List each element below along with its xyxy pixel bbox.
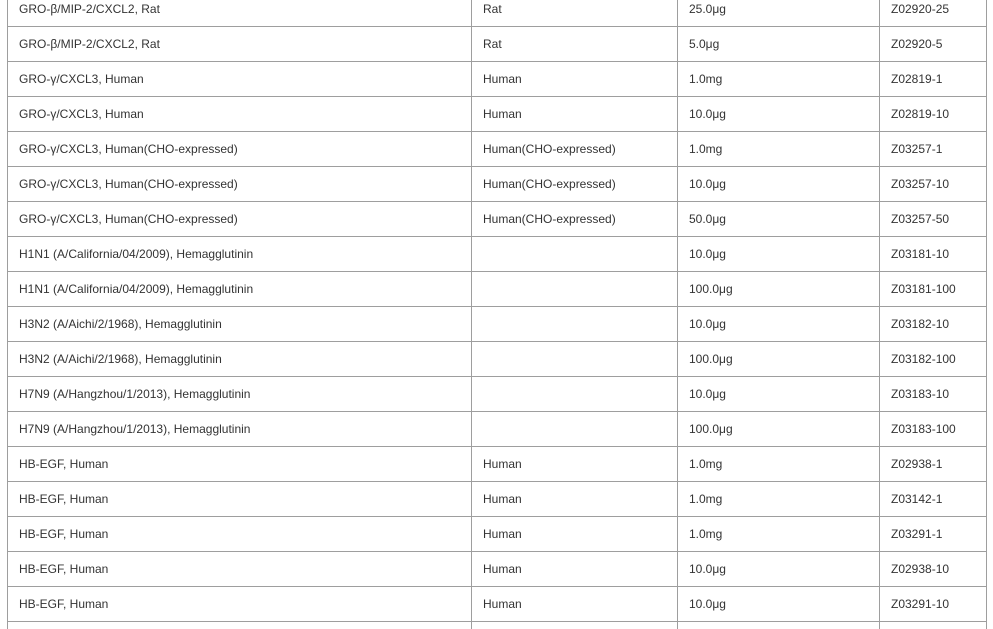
product-name-cell: GRO-γ/CXCL3, Human: [8, 97, 472, 132]
table-row: [8, 0, 987, 27]
catalog-number-cell: Z03291-1: [880, 517, 987, 552]
product-name-cell: GRO-β/MIP-2/CXCL2, Rat: [8, 27, 472, 62]
size-cell: 1.0mg: [678, 482, 880, 517]
size-cell: 10.0μg: [678, 377, 880, 412]
table-row: [8, 517, 987, 552]
product-name-cell: H1N1 (A/California/04/2009), Hemagglutinin: [8, 237, 472, 272]
table-row: [8, 272, 987, 307]
size-cell: 10.0μg: [678, 97, 880, 132]
size-cell: 1.0mg: [678, 62, 880, 97]
table-row: [8, 132, 987, 167]
table-row: [8, 97, 987, 132]
species-cell: [472, 307, 678, 342]
catalog-number-cell: Z02819-10: [880, 97, 987, 132]
catalog-number-cell: Z03182-100: [880, 342, 987, 377]
product-table-body: [8, 0, 987, 629]
catalog-number-cell: [880, 622, 987, 629]
size-cell: [678, 622, 880, 629]
product-name-cell: GRO-γ/CXCL3, Human(CHO-expressed): [8, 167, 472, 202]
product-name-cell: HB-EGF, Human: [8, 552, 472, 587]
species-cell: Human: [472, 97, 678, 132]
product-name-cell: HB-EGF, Human: [8, 517, 472, 552]
product-name-cell: HB-EGF, Human: [8, 587, 472, 622]
species-cell: [472, 272, 678, 307]
table-row: [8, 377, 987, 412]
product-name-cell: GRO-γ/CXCL3, Human: [8, 62, 472, 97]
species-cell: Human: [472, 552, 678, 587]
species-cell: Human: [472, 482, 678, 517]
catalog-number-cell: Z03257-50: [880, 202, 987, 237]
species-cell: Human: [472, 587, 678, 622]
catalog-number-cell: Z03291-10: [880, 587, 987, 622]
catalog-number-cell: Z02920-5: [880, 27, 987, 62]
product-name-cell: HB-EGF, Human: [8, 447, 472, 482]
size-cell: 50.0μg: [678, 202, 880, 237]
species-cell: Rat: [472, 27, 678, 62]
species-cell: Human(CHO-expressed): [472, 132, 678, 167]
size-cell: 100.0μg: [678, 342, 880, 377]
product-name-cell: GRO-β/MIP-2/CXCL2, Rat: [8, 0, 472, 27]
product-table: [7, 0, 987, 629]
table-row: [8, 202, 987, 237]
product-name-cell: H1N1 (A/California/04/2009), Hemagglutinin: [8, 272, 472, 307]
species-cell: [472, 377, 678, 412]
size-cell: 100.0μg: [678, 412, 880, 447]
size-cell: 10.0μg: [678, 307, 880, 342]
species-cell: [472, 342, 678, 377]
species-cell: Human(CHO-expressed): [472, 167, 678, 202]
size-cell: 10.0μg: [678, 167, 880, 202]
table-row: [8, 587, 987, 622]
table-row: [8, 62, 987, 97]
product-name-cell: HB-EGF, Human: [8, 482, 472, 517]
product-name-cell: H7N9 (A/Hangzhou/1/2013), Hemagglutinin: [8, 412, 472, 447]
table-row: [8, 447, 987, 482]
product-name-cell: [8, 622, 472, 629]
table-row: [8, 167, 987, 202]
table-row: [8, 552, 987, 587]
size-cell: 100.0μg: [678, 272, 880, 307]
catalog-number-cell: Z02938-1: [880, 447, 987, 482]
size-cell: 10.0μg: [678, 552, 880, 587]
product-name-cell: GRO-γ/CXCL3, Human(CHO-expressed): [8, 202, 472, 237]
species-cell: Human(CHO-expressed): [472, 202, 678, 237]
product-name-cell: H3N2 (A/Aichi/2/1968), Hemagglutinin: [8, 342, 472, 377]
catalog-number-cell: Z03183-10: [880, 377, 987, 412]
size-cell: 5.0μg: [678, 27, 880, 62]
size-cell: 1.0mg: [678, 447, 880, 482]
catalog-number-cell: Z03182-10: [880, 307, 987, 342]
table-row: [8, 342, 987, 377]
product-name-cell: H7N9 (A/Hangzhou/1/2013), Hemagglutinin: [8, 377, 472, 412]
species-cell: [472, 622, 678, 629]
table-row: [8, 307, 987, 342]
catalog-number-cell: Z03142-1: [880, 482, 987, 517]
size-cell: 10.0μg: [678, 587, 880, 622]
species-cell: Human: [472, 517, 678, 552]
size-cell: 1.0mg: [678, 132, 880, 167]
species-cell: Human: [472, 62, 678, 97]
species-cell: [472, 237, 678, 272]
catalog-number-cell: Z02819-1: [880, 62, 987, 97]
table-row: [8, 482, 987, 517]
species-cell: Rat: [472, 0, 678, 27]
catalog-number-cell: Z02920-25: [880, 0, 987, 27]
species-cell: [472, 412, 678, 447]
catalog-number-cell: Z03181-10: [880, 237, 987, 272]
table-row: [8, 27, 987, 62]
catalog-number-cell: Z03183-100: [880, 412, 987, 447]
size-cell: 10.0μg: [678, 237, 880, 272]
catalog-number-cell: Z03257-1: [880, 132, 987, 167]
catalog-number-cell: Z03257-10: [880, 167, 987, 202]
product-name-cell: H3N2 (A/Aichi/2/1968), Hemagglutinin: [8, 307, 472, 342]
product-name-cell: GRO-γ/CXCL3, Human(CHO-expressed): [8, 132, 472, 167]
size-cell: 1.0mg: [678, 517, 880, 552]
table-row: [8, 622, 987, 629]
catalog-number-cell: Z02938-10: [880, 552, 987, 587]
table-row: [8, 412, 987, 447]
size-cell: 25.0μg: [678, 0, 880, 27]
species-cell: Human: [472, 447, 678, 482]
table-row: [8, 237, 987, 272]
catalog-number-cell: Z03181-100: [880, 272, 987, 307]
